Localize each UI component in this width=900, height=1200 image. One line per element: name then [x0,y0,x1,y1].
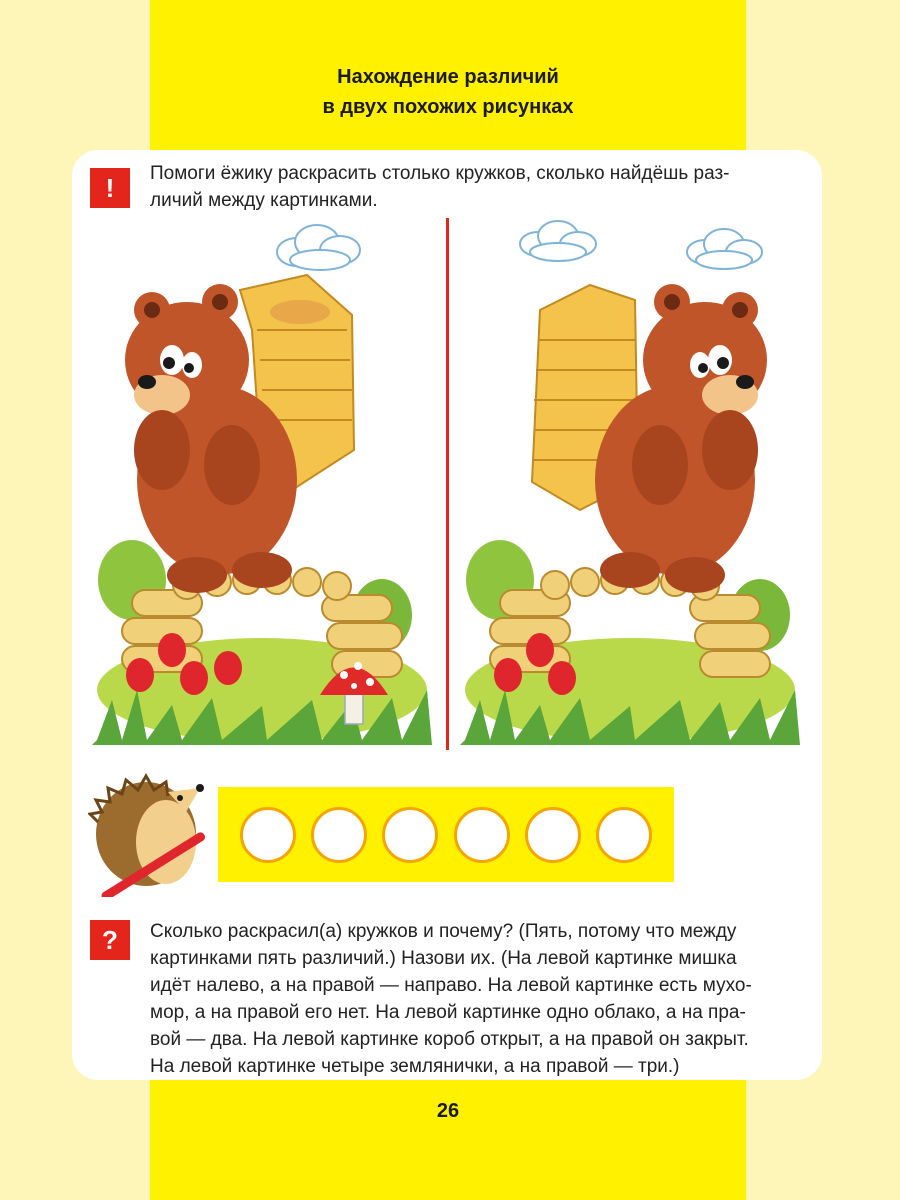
right-picture [460,220,800,750]
color-circle[interactable] [382,807,438,863]
cloud-icon [277,225,360,270]
cloud-icon-2 [687,229,762,269]
color-circle[interactable] [454,807,510,863]
color-circle[interactable] [240,807,296,863]
question-line: идёт налево, а на правой — направо. На левой картинке есть мухо- [150,975,752,996]
question-badge: ? [90,920,130,960]
cloud-icon [520,221,596,261]
question-text [150,918,810,1080]
title-line-2: в двух похожих рисунках [322,96,574,118]
question-line: вой — два. На левой картинке короб открыт, а на правой он закрыт. [150,1029,749,1050]
exclamation-badge: ! [90,168,130,208]
question-line: Сколько раскрасил(а) кружков и почему? (Пять, потому что между [150,921,737,942]
color-circle[interactable] [311,807,367,863]
question-line: картинками пять различий.) Назови их. (На левой картинке мишка [150,948,737,969]
page-number: 26 [436,1100,460,1122]
picture-divider [446,218,449,750]
task-line-1: Помоги ёжику раскрасить столько кружков, сколько найдёшь раз- [150,163,730,184]
color-circle[interactable] [525,807,581,863]
task-line-2: личий между картинками. [150,190,378,211]
question-line: мор, а на правой его нет. На левой картинке одно облако, а на пра- [150,1002,746,1023]
title-line-1: Нахождение различий [337,66,559,88]
circles-panel [218,787,674,882]
left-picture [92,220,432,750]
question-line: На левой картинке четыре землянички, а на правой — три.) [150,1056,680,1077]
page-title [150,62,746,122]
task-instruction [150,160,800,214]
color-circle[interactable] [596,807,652,863]
left-picture-illustration [92,220,432,750]
hedgehog-icon [88,762,218,897]
right-picture-illustration [460,220,800,750]
